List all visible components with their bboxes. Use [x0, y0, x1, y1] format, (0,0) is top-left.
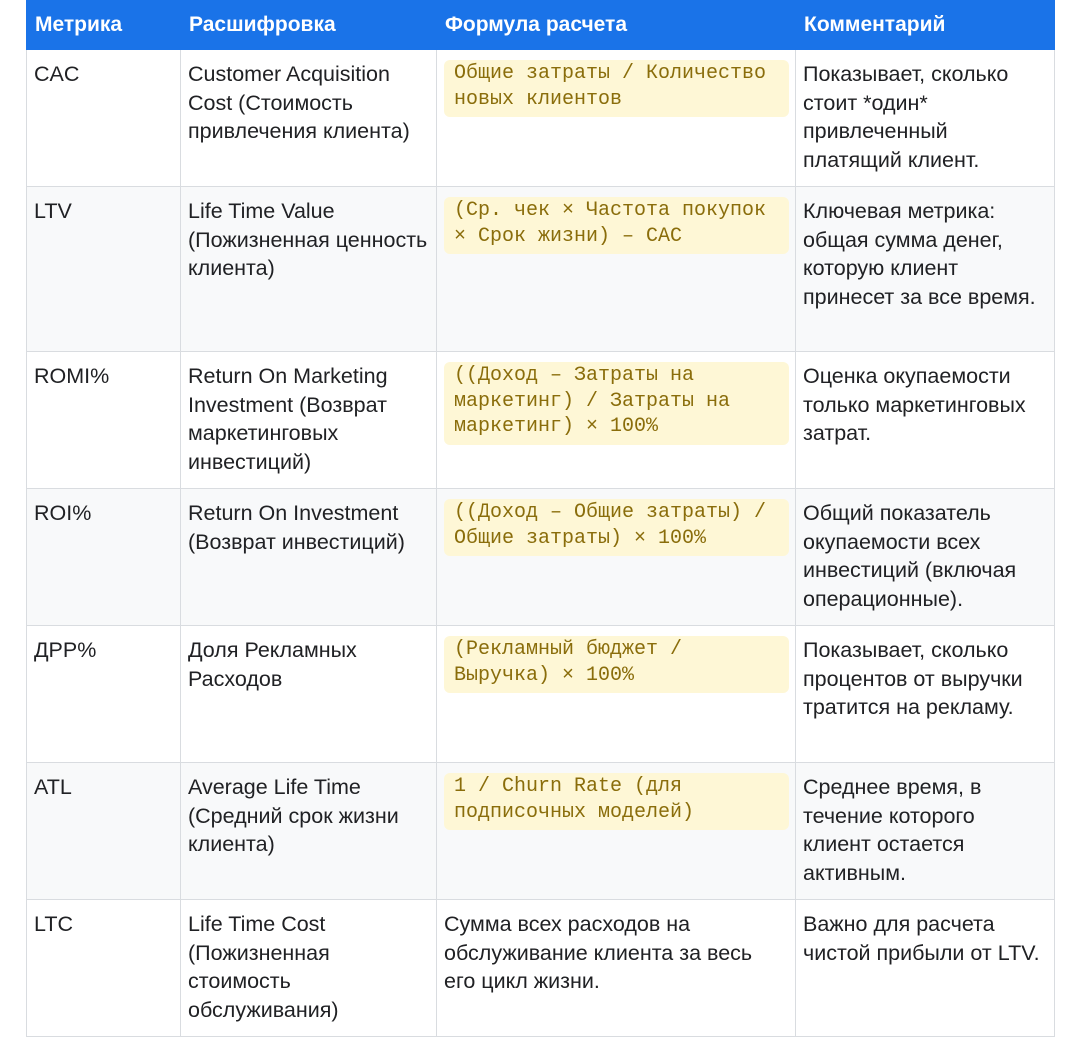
- formula-cell: [437, 352, 796, 489]
- table-row: [27, 489, 1055, 626]
- formula-cell: [437, 763, 796, 900]
- metric-cell: ROI%: [27, 489, 181, 626]
- formula-code: (Рекламный бюджет / Выручка) × 100%: [444, 636, 789, 693]
- formula-code: ((Доход – Общие затраты) / Общие затраты) × 100%: [444, 499, 789, 556]
- header-metric: Метрика: [27, 1, 181, 50]
- header-comment: Комментарий: [796, 1, 1055, 50]
- decoding-cell: Customer Acquisition Cost (Стоимость привлечения клиента): [181, 50, 437, 187]
- metric-cell: LTV: [27, 187, 181, 352]
- decoding-cell: Return On Marketing Investment (Возврат маркетинговых инвестиций): [181, 352, 437, 489]
- table-row: [27, 763, 1055, 900]
- comment-cell: Показывает, сколько процентов от выручки тратится на рекламу.: [796, 626, 1055, 763]
- comment-cell: Показывает, сколько стоит *один* привлеченный платящий клиент.: [796, 50, 1055, 187]
- table-row: [27, 187, 1055, 352]
- decoding-cell: Life Time Value (Пожизненная ценность клиента): [181, 187, 437, 352]
- decoding-cell: Average Life Time (Средний срок жизни клиента): [181, 763, 437, 900]
- metrics-table-container: [26, 0, 1054, 1037]
- metric-cell: ATL: [27, 763, 181, 900]
- comment-cell: Важно для расчета чистой прибыли от LTV.: [796, 900, 1055, 1037]
- table-body: [27, 50, 1055, 1037]
- table-row: [27, 626, 1055, 763]
- formula-code: 1 / Churn Rate (для подписочных моделей): [444, 773, 789, 830]
- metric-cell: ROMI%: [27, 352, 181, 489]
- table-row: [27, 352, 1055, 489]
- metric-cell: LTC: [27, 900, 181, 1037]
- header-decoding: Расшифровка: [181, 1, 437, 50]
- formula-cell: [437, 489, 796, 626]
- metrics-table: [26, 0, 1055, 1037]
- decoding-cell: Return On Investment (Возврат инвестиций): [181, 489, 437, 626]
- comment-cell: Среднее время, в течение которого клиент остается активным.: [796, 763, 1055, 900]
- formula-code: ((Доход – Затраты на маркетинг) / Затраты на маркетинг) × 100%: [444, 362, 789, 445]
- comment-cell: Оценка окупаемости только маркетинговых затрат.: [796, 352, 1055, 489]
- metric-cell: CAC: [27, 50, 181, 187]
- formula-cell: [437, 187, 796, 352]
- formula-text: Сумма всех расходов на обслуживание клиента за весь его цикл жизни.: [444, 912, 753, 993]
- decoding-cell: Life Time Cost (Пожизненная стоимость обслуживания): [181, 900, 437, 1037]
- table-row: [27, 50, 1055, 187]
- formula-code: Общие затраты / Количество новых клиентов: [444, 60, 789, 117]
- formula-cell: [437, 50, 796, 187]
- formula-cell: [437, 626, 796, 763]
- formula-cell: [437, 900, 796, 1037]
- metric-cell: ДРР%: [27, 626, 181, 763]
- header-row: [27, 1, 1055, 50]
- comment-cell: Общий показатель окупаемости всех инвестиций (включая операционные).: [796, 489, 1055, 626]
- formula-code: (Ср. чек × Частота покупок × Срок жизни) – CAC: [444, 197, 789, 254]
- table-header: [27, 1, 1055, 50]
- decoding-cell: Доля Рекламных Расходов: [181, 626, 437, 763]
- header-formula: Формула расчета: [437, 1, 796, 50]
- comment-cell: Ключевая метрика: общая сумма денег, которую клиент принесет за все время.: [796, 187, 1055, 352]
- table-row: [27, 900, 1055, 1037]
